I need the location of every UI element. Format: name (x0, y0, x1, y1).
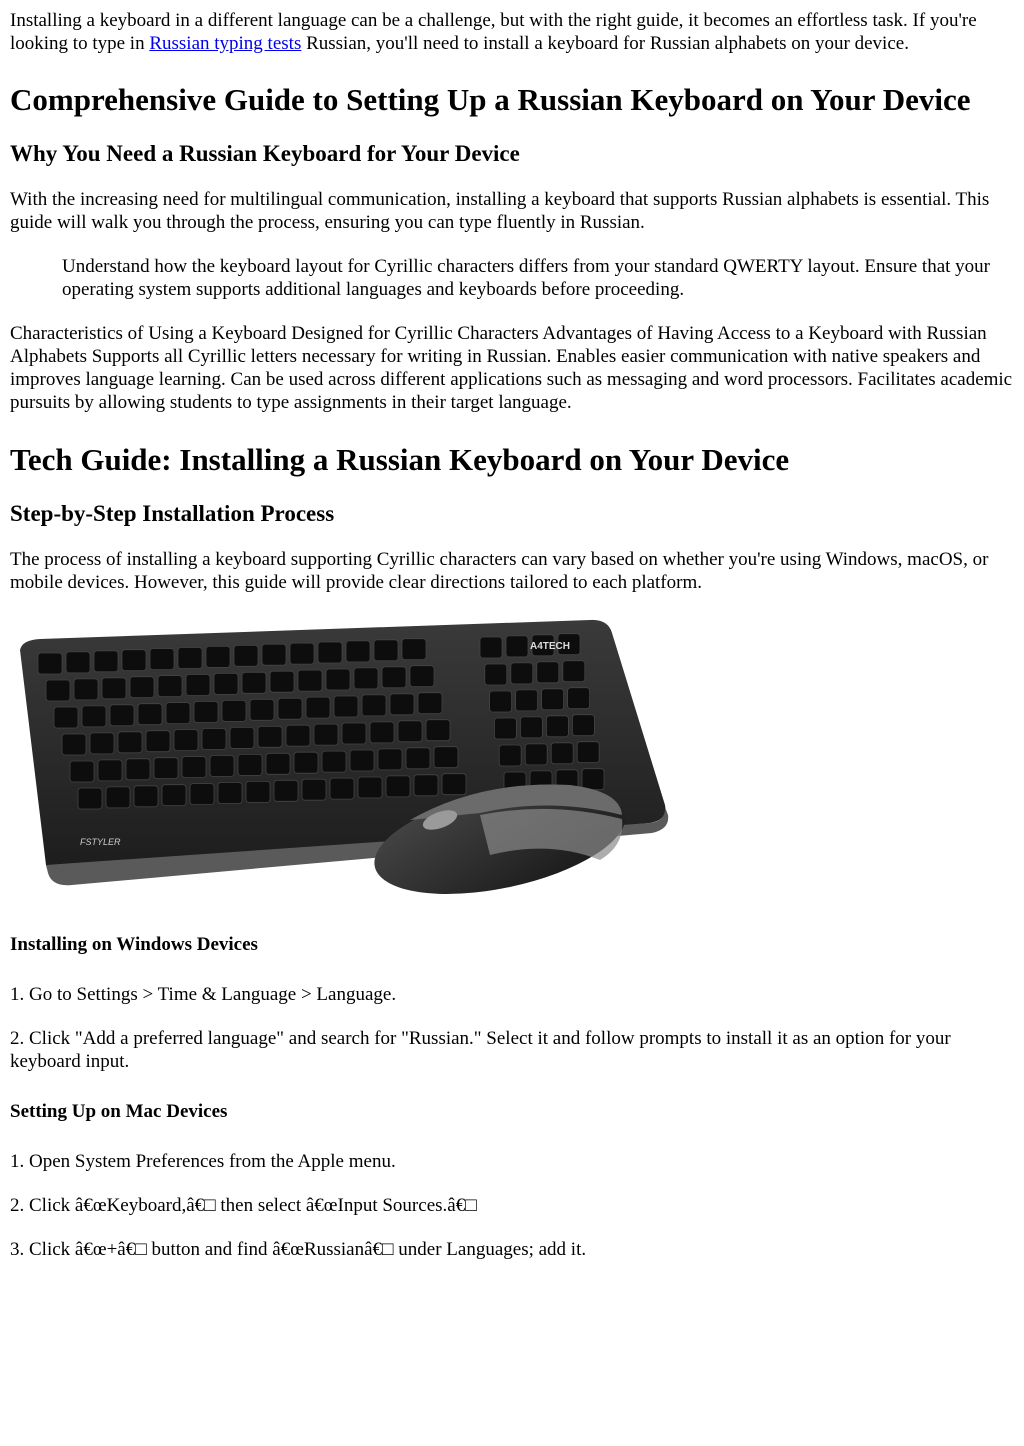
section2-title: Tech Guide: Installing a Russian Keyboard on Your Device (10, 442, 790, 477)
key (286, 725, 310, 746)
key (346, 641, 370, 662)
key (266, 753, 290, 774)
key (318, 642, 342, 663)
key (274, 780, 298, 801)
windows-step-1: 1. Go to Settings > Time & Language > Language. (10, 984, 397, 1005)
numpad-key (485, 664, 507, 685)
numpad-key (551, 743, 573, 764)
characteristics-paragraph: Characteristics of Using a Keyboard Designed for Cyrillic Characters Advantages of Having Access to a Keyboard with Russian Alphabets Supports all Cyrillic letters necessary for writing in Russian. Enables easier communication with native speakers and improves language learning. Can be used across different applications such as messaging and word processors. Facilitates academic pursuits by allowing students to type assignments in their target language. (10, 323, 1013, 413)
key (414, 775, 438, 796)
key (374, 640, 398, 661)
numpad-key (563, 661, 585, 682)
russian-typing-tests-link[interactable]: Russian typing tests (149, 33, 302, 54)
keyboard-model-text: FSTYLER (80, 837, 121, 847)
windows-step-2: 2. Click "Add a preferred language" and search for "Russian." Select it and follow prompts to install it as an option for your keyboard input. (10, 1028, 951, 1072)
numpad-key (537, 662, 559, 683)
key (194, 702, 218, 723)
section1-paragraph: With the increasing need for multilingual communication, installing a keyboard that supports Russian alphabets is essential. This guide will walk you through the process, ensuring you can type fluently in Russian. (10, 189, 990, 233)
key (238, 754, 262, 775)
key (206, 646, 230, 667)
key (166, 703, 190, 724)
key (150, 649, 174, 670)
numpad-key (506, 636, 528, 657)
key (314, 724, 338, 745)
section2-subtitle: Step-by-Step Installation Process (10, 501, 335, 526)
key (122, 650, 146, 671)
key (418, 693, 442, 714)
key (246, 781, 270, 802)
key (106, 787, 130, 808)
key (278, 698, 302, 719)
key (434, 747, 458, 768)
keyboard-brand-text: A4TECH (530, 641, 571, 652)
section1-title: Comprehensive Guide to Setting Up a Russian Keyboard on Your Device (10, 82, 971, 117)
key (134, 786, 158, 807)
numpad-key (499, 745, 521, 766)
mac-step-1: 1. Open System Preferences from the Apple menu. (10, 1151, 396, 1172)
key (406, 748, 430, 769)
key (218, 783, 242, 804)
key (138, 704, 162, 725)
key (190, 784, 214, 805)
key (410, 666, 434, 687)
numpad-key (572, 715, 594, 736)
key (442, 774, 466, 795)
key (94, 651, 118, 672)
keyboard-mouse-image (10, 615, 670, 905)
key (202, 729, 226, 750)
numpad-key (577, 742, 599, 763)
key (382, 667, 406, 688)
numpad-key (542, 689, 564, 710)
key (118, 732, 142, 753)
key (326, 669, 350, 690)
key (334, 696, 358, 717)
key (294, 752, 318, 773)
numpad-key (525, 744, 547, 765)
key (354, 668, 378, 689)
key (130, 677, 154, 698)
key (146, 731, 170, 752)
key (90, 733, 114, 754)
numpad-key (490, 691, 512, 712)
key (66, 652, 90, 673)
numpad-key (568, 688, 590, 709)
section2-paragraph: The process of installing a keyboard supporting Cyrillic characters can vary based on whether you're using Windows, macOS, or mobile devices. However, this guide will provide clear directions tailored to each platform. (10, 549, 989, 593)
key (298, 670, 322, 691)
key (262, 644, 286, 665)
key (230, 727, 254, 748)
key (54, 707, 78, 728)
key (302, 779, 326, 800)
key (154, 758, 178, 779)
numpad-key (494, 718, 516, 739)
key (402, 639, 426, 660)
key (358, 777, 382, 798)
key (370, 722, 394, 743)
key (270, 671, 294, 692)
key (390, 694, 414, 715)
intro-text-start: Installing a keyboard in a different language can be a challenge, but with the right guide, it becomes an effortless task. If you're looking to type in (10, 10, 977, 54)
key (158, 676, 182, 697)
key (182, 757, 206, 778)
key (362, 695, 386, 716)
key (174, 730, 198, 751)
numpad-key (480, 637, 502, 658)
key (98, 760, 122, 781)
key (70, 761, 94, 782)
section1-subtitle: Why You Need a Russian Keyboard for Your Device (10, 141, 520, 166)
key (210, 756, 234, 777)
key (350, 750, 374, 771)
intro-text-end: Russian, you'll need to install a keyboard for Russian alphabets on your device. (301, 33, 909, 54)
key (250, 699, 274, 720)
section1-quote: Understand how the keyboard layout for Cyrillic characters differs from your standard QWERTY layout. Ensure that your operating system supports additional languages and keyboards before proceeding. (62, 256, 991, 300)
key (330, 778, 354, 799)
mac-step-3: 3. Click â€œ+â€□ button and find â€œRussianâ€□ under Languages; add it. (10, 1239, 587, 1260)
key (426, 720, 450, 741)
key (234, 645, 258, 666)
numpad-key (582, 769, 604, 790)
key (102, 678, 126, 699)
key (398, 721, 422, 742)
numpad-key (516, 690, 538, 711)
key (126, 759, 150, 780)
key (78, 788, 102, 809)
key (306, 697, 330, 718)
key (258, 726, 282, 747)
key (342, 723, 366, 744)
key (386, 776, 410, 797)
key (290, 643, 314, 664)
key (38, 653, 62, 674)
key (162, 785, 186, 806)
key (214, 673, 238, 694)
key (378, 749, 402, 770)
key (46, 680, 70, 701)
key (178, 648, 202, 669)
windows-title: Installing on Windows Devices (10, 934, 258, 955)
key (186, 675, 210, 696)
key (242, 672, 266, 693)
numpad-key (546, 716, 568, 737)
key (222, 700, 246, 721)
numpad-key (520, 717, 542, 738)
mac-title: Setting Up on Mac Devices (10, 1101, 228, 1122)
key (82, 706, 106, 727)
key (74, 679, 98, 700)
numpad-key (511, 663, 533, 684)
key (322, 751, 346, 772)
mac-step-2: 2. Click â€œKeyboard,â€□ then select â€œInput Sources.â€□ (10, 1195, 477, 1216)
intro-paragraph (10, 9, 1014, 55)
key (110, 705, 134, 726)
key (62, 734, 86, 755)
